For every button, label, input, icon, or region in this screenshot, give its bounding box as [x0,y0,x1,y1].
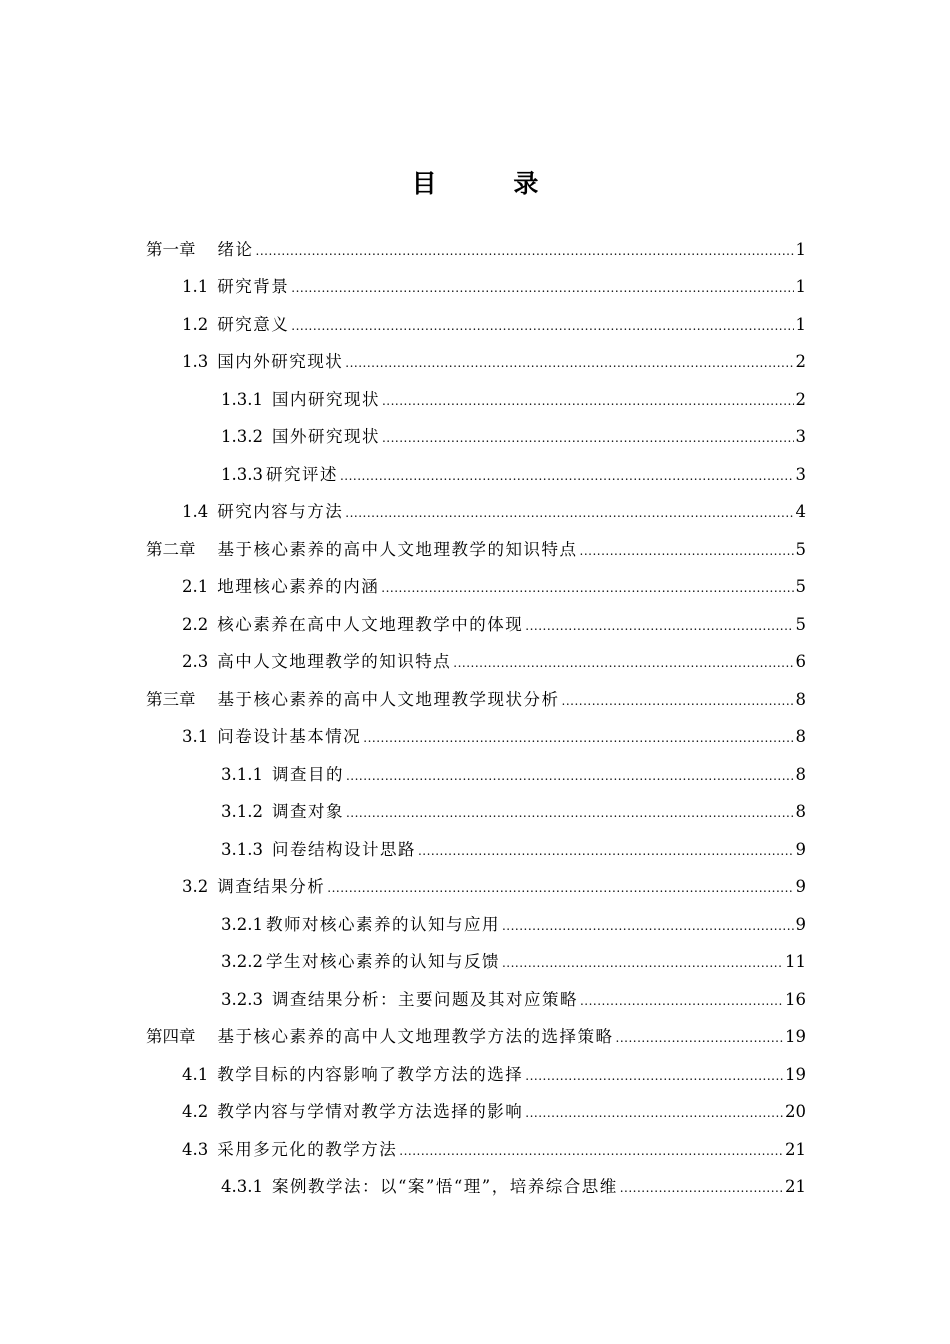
toc-leader-dots [346,765,794,785]
toc-entry-title: 研究背景 [217,277,290,297]
toc-entry-number: 1.3.1 [221,389,263,409]
toc-entry-page-number: 2 [795,352,806,372]
toc-entry-page-number: 1 [795,239,806,259]
toc-entry-title: 国内外研究现状 [217,352,344,372]
toc-leader-dots [382,390,794,410]
toc-leader-dots [616,1027,784,1047]
toc-entry[interactable] [146,569,806,607]
toc-entry-number: 2.3 [182,652,209,672]
toc-entry-title: 基于核心素养的高中人文地理教学方法的选择策略 [217,1027,614,1047]
toc-leader-dots [502,952,783,972]
toc-leader-dots [346,802,794,822]
toc-entry-number: 3.1.2 [221,802,263,822]
toc-leader-dots [345,502,793,522]
toc-entry-number: 1.3 [182,352,209,372]
toc-leader-dots [291,277,793,297]
toc-title: 目 录 [411,169,573,198]
toc-entry-title: 高中人文地理教学的知识特点 [217,652,452,672]
toc-entry-title: 基于核心素养的高中人文地理教学现状分析 [217,689,560,709]
toc-entry-page-number: 1 [795,277,806,297]
toc-leader-dots [502,915,794,935]
toc-entry-title: 学生对核心素养的认知与反馈 [265,952,500,972]
toc-entry-title: 调查结果分析：主要问题及其对应策略 [271,989,578,1009]
toc-entry-title: 采用多元化的教学方法 [217,1139,398,1159]
toc-entry-title: 研究意义 [217,314,290,334]
toc-entry-number: 第三章 [146,689,196,709]
toc-entry-title: 核心素养在高中人文地理教学中的体现 [217,614,524,634]
toc-leader-dots [525,1065,783,1085]
toc-entry-title: 教学目标的内容影响了教学方法的选择 [217,1064,524,1084]
toc-entry-title: 研究评述 [265,464,338,484]
toc-entry-title: 基于核心素养的高中人文地理教学的知识特点 [217,539,578,559]
toc-entry-title: 案例教学法：以“案”悟“理”，培养综合思维 [271,1177,618,1197]
toc-entry-page-number: 3 [795,427,806,447]
toc-entry[interactable] [146,719,806,757]
toc-leader-dots [418,840,794,860]
toc-entry-page-number: 3 [795,464,806,484]
toc-entry-page-number: 6 [795,652,806,672]
toc-entry-page-number: 16 [785,989,806,1009]
toc-entry[interactable] [146,1056,806,1094]
toc-leader-dots [453,652,793,672]
toc-entry-number: 1.3.3 [221,464,263,484]
toc-entry-title: 绪论 [217,239,254,259]
toc-entry-number: 第一章 [146,239,196,259]
toc-leader-dots [340,465,794,485]
toc-entry[interactable] [146,456,806,494]
toc-entry-number: 1.3.2 [221,427,263,447]
toc-entry-number: 3.2.3 [221,989,263,1009]
toc-entry-page-number: 19 [785,1064,806,1084]
toc-leader-dots [399,1140,783,1160]
toc-leader-dots [580,990,783,1010]
toc-entry-number: 3.1.3 [221,839,263,859]
toc-entry-number: 1.4 [182,502,209,522]
toc-entry-title: 教学内容与学情对教学方法选择的影响 [217,1102,524,1122]
toc-entry-page-number: 2 [795,389,806,409]
toc-entry-title: 调查结果分析 [217,877,326,897]
toc-entry-number: 2.1 [182,577,209,597]
toc-entry[interactable] [146,381,806,419]
toc-entry-number: 3.2.1 [221,914,263,934]
toc-entry[interactable] [146,681,806,719]
toc-entry-title: 问卷设计基本情况 [217,727,362,747]
toc-leader-dots [291,315,793,335]
toc-leader-dots [382,427,794,447]
toc-entry-number: 4.2 [182,1102,209,1122]
toc-entry-number: 第二章 [146,539,196,559]
toc-entry[interactable] [146,531,806,569]
toc-entry-page-number: 8 [795,764,806,784]
toc-entry-title: 调查目的 [271,764,344,784]
toc-entry-page-number: 5 [795,614,806,634]
toc-entry-page-number: 21 [785,1139,806,1159]
toc-entry-title: 国内研究现状 [271,389,380,409]
toc-entry[interactable] [146,269,806,307]
toc-entry-number: 4.1 [182,1064,209,1084]
toc-leader-dots [381,577,793,597]
toc-entry-page-number: 8 [795,727,806,747]
toc-entry[interactable] [146,944,806,982]
toc-entry[interactable] [146,981,806,1019]
toc-entry-title: 问卷结构设计思路 [271,839,416,859]
toc-entry-page-number: 8 [795,802,806,822]
toc-entry-page-number: 20 [785,1102,806,1122]
toc-entry-page-number: 9 [795,839,806,859]
toc-leader-dots [363,727,793,747]
toc-entry-page-number: 5 [795,539,806,559]
toc-entry-number: 3.2.2 [221,952,263,972]
toc-entry[interactable] [146,306,806,344]
toc-entry-page-number: 19 [785,1027,806,1047]
toc-entry[interactable] [146,1131,806,1169]
toc-entry-page-number: 4 [795,502,806,522]
toc-entry-number: 4.3.1 [221,1177,263,1197]
toc-entry-number: 第四章 [146,1027,196,1047]
toc-entry[interactable] [146,1094,806,1132]
toc-entry-number: 1.2 [182,314,209,334]
toc-entry[interactable] [146,231,806,269]
toc-entry-page-number: 11 [785,952,806,972]
toc-entry-number: 1.1 [182,277,209,297]
toc-entry[interactable] [146,756,806,794]
toc-entry-page-number: 1 [795,314,806,334]
toc-entry-title: 调查对象 [271,802,344,822]
toc-leader-dots [327,877,793,897]
toc-entry-number: 2.2 [182,614,209,634]
toc-entry-page-number: 21 [785,1177,806,1197]
toc-leader-dots [525,1102,783,1122]
toc-list [146,231,806,1206]
toc-entry[interactable] [146,606,806,644]
toc-leader-dots [562,690,794,710]
toc-entry[interactable] [146,794,806,832]
toc-entry[interactable] [146,494,806,532]
toc-entry[interactable] [146,1169,806,1207]
toc-entry-title: 地理核心素养的内涵 [217,577,380,597]
toc-entry-page-number: 5 [795,577,806,597]
toc-entry[interactable] [146,869,806,907]
toc-entry-page-number: 9 [795,914,806,934]
toc-entry[interactable] [146,1019,806,1057]
toc-leader-dots [620,1177,783,1197]
toc-entry[interactable] [146,831,806,869]
toc-entry-number: 4.3 [182,1139,209,1159]
toc-entry-title: 国外研究现状 [271,427,380,447]
toc-entry-title: 研究内容与方法 [217,502,344,522]
toc-entry-page-number: 9 [795,877,806,897]
toc-leader-dots [580,540,794,560]
toc-entry[interactable] [146,644,806,682]
toc-entry-page-number: 8 [795,689,806,709]
toc-entry[interactable] [146,344,806,382]
toc-leader-dots [345,352,793,372]
toc-entry-number: 3.1 [182,727,209,747]
toc-entry[interactable] [146,419,806,457]
toc-entry[interactable] [146,906,806,944]
toc-entry-title: 教师对核心素养的认知与应用 [265,914,500,934]
toc-entry-number: 3.1.1 [221,764,263,784]
toc-leader-dots [256,240,794,260]
toc-entry-number: 3.2 [182,877,209,897]
toc-leader-dots [525,615,793,635]
